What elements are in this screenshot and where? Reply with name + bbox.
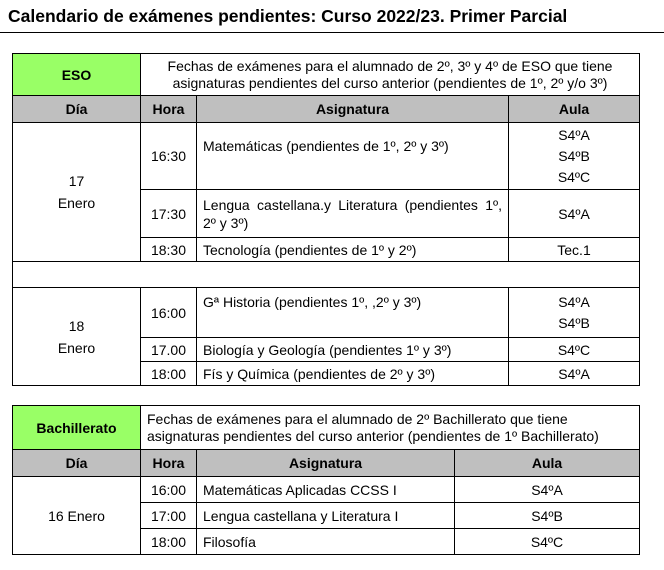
day-month: Enero	[57, 339, 96, 356]
hora-cell: 16:30	[141, 123, 197, 190]
asignatura-cell: Gª Historia (pendientes 1º, ,2º y 3º)	[197, 288, 509, 338]
aula-value: S4ºA	[558, 126, 590, 143]
aula-cell: S4ºC	[509, 338, 640, 362]
asignatura-cell: Biología y Geología (pendientes 1º y 3º)	[197, 338, 509, 362]
aula-value: S4ºC	[557, 168, 591, 185]
eso-header-aula: Aula	[509, 96, 640, 123]
day-number: 17	[68, 173, 85, 189]
aula-cell: S4ºB	[455, 503, 640, 529]
hora-cell: 16:00	[141, 477, 197, 503]
day-number: 18	[68, 317, 85, 334]
bach-header-dia: Día	[13, 450, 141, 477]
aula-cell: S4ºC	[455, 529, 640, 555]
eso-day-17	[13, 123, 141, 262]
aula-cell	[509, 123, 640, 190]
table-row	[13, 477, 640, 503]
bachillerato-label: Bachillerato	[13, 406, 141, 450]
hora-cell: 16:00	[141, 288, 197, 338]
asignatura-cell: Lengua castellana y Literatura I	[197, 503, 455, 529]
asignatura-cell: Matemáticas Aplicadas CCSS I	[197, 477, 455, 503]
asignatura-cell: Filosofía	[197, 529, 455, 555]
eso-header-asignatura: Asignatura	[197, 96, 509, 123]
spacer-cell	[13, 262, 640, 288]
aula-cell: S4ºA	[455, 477, 640, 503]
aula-value: S4ºB	[558, 147, 590, 164]
aula-cell: Tec.1	[509, 238, 640, 262]
bach-header-aula: Aula	[455, 450, 640, 477]
eso-day-18	[13, 288, 141, 386]
bachillerato-description: Fechas de exámenes para el alumnado de 2º Bachillerato que tiene asignaturas pendientes del curso anterior (pendientes de 1º Bachillerato)	[141, 406, 640, 450]
aula-value: S4ºA	[558, 293, 590, 310]
day-month: Enero	[57, 195, 96, 211]
eso-exam-table	[12, 53, 640, 386]
bachillerato-exam-table	[12, 405, 640, 555]
eso-label: ESO	[13, 54, 141, 96]
page-title: Calendario de exámenes pendientes: Curso 2022/23. Primer Parcial	[8, 6, 568, 26]
asignatura-cell: Fís y Química (pendientes de 2º y 3º)	[197, 362, 509, 386]
eso-description: Fechas de exámenes para el alumnado de 2º, 3º y 4º de ESO que tiene asignaturas pendientes del curso anterior (pendientes de 1º, 2º y/o 3º)	[141, 54, 640, 96]
asignatura-cell: Lengua castellana.y Literatura (pendientes 1º, 2º y 3º)	[197, 190, 509, 238]
hora-cell: 17:00	[141, 503, 197, 529]
table-spacer-row	[13, 262, 640, 288]
table-row	[13, 123, 640, 190]
asignatura-cell: Matemáticas (pendientes de 1º, 2º y 3º)	[197, 123, 509, 190]
bach-header-hora: Hora	[141, 450, 197, 477]
table-row	[13, 288, 640, 338]
bach-day-16: 16 Enero	[13, 477, 141, 555]
hora-cell: 17.00	[141, 338, 197, 362]
hora-cell: 18:00	[141, 362, 197, 386]
eso-header-hora: Hora	[141, 96, 197, 123]
hora-cell: 17:30	[141, 190, 197, 238]
title-rule	[0, 32, 664, 33]
aula-value: S4ºB	[558, 314, 590, 331]
hora-cell: 18:00	[141, 529, 197, 555]
aula-cell: S4ºA	[509, 362, 640, 386]
aula-cell	[509, 288, 640, 338]
asignatura-cell: Tecnología (pendientes de 1º y 2º)	[197, 238, 509, 262]
hora-cell: 18:30	[141, 238, 197, 262]
aula-cell: S4ºA	[509, 190, 640, 238]
eso-header-dia: Día	[13, 96, 141, 123]
bach-header-asignatura: Asignatura	[197, 450, 455, 477]
